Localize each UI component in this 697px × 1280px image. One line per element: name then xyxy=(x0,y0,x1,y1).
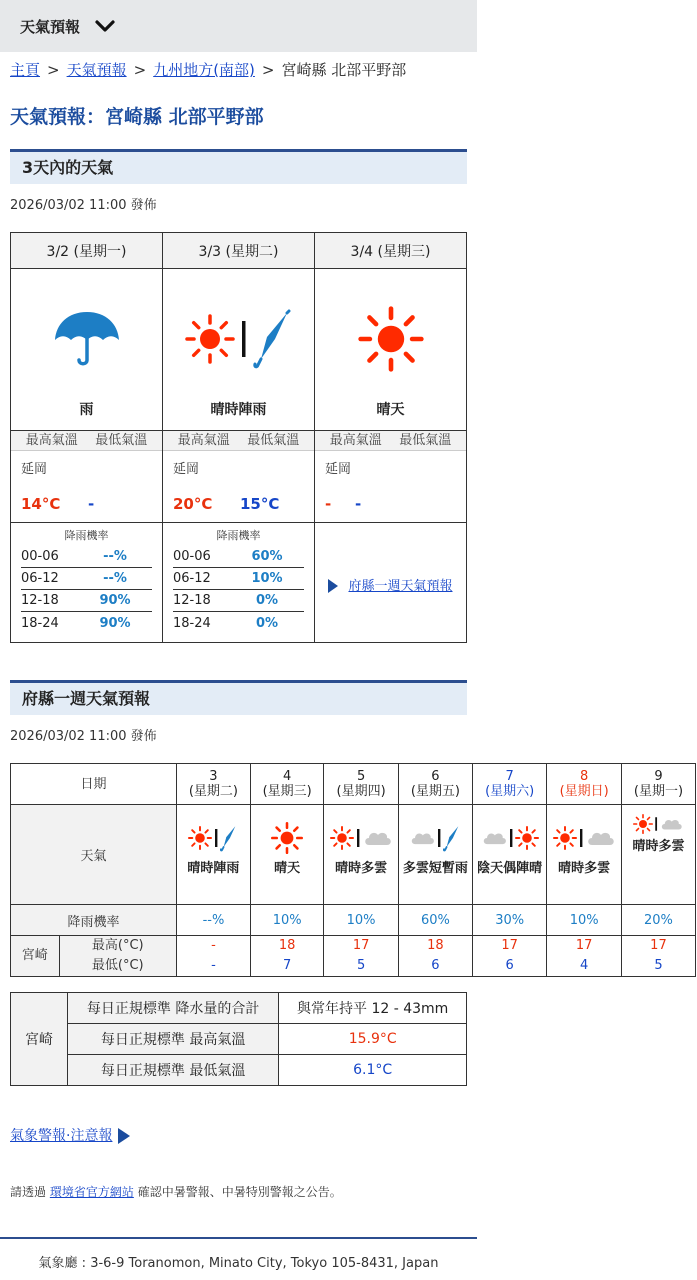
weekly-weather-cell xyxy=(473,805,547,905)
breadcrumb-home-link[interactable]: 主頁 xyxy=(10,61,41,79)
weather-text: 多雲短暫雨 xyxy=(402,861,468,876)
rain-row: 00-06 60% xyxy=(173,546,304,568)
cloud-icon xyxy=(409,830,435,846)
max-temp-label: 最高氣溫 xyxy=(177,433,230,448)
menu-title[interactable]: 天氣預報 xyxy=(20,17,81,36)
breadcrumb-separator: > xyxy=(47,61,60,79)
sun-icon xyxy=(188,826,212,850)
temp-cell: 17 4 xyxy=(547,936,622,977)
temp-labels: 最高(°C) 最低(°C) xyxy=(59,936,176,977)
min-temp: 15°C xyxy=(240,495,280,513)
weekly-weather-cell xyxy=(621,805,695,905)
closed-umbrella-icon xyxy=(253,309,293,369)
weather-label: 雨 xyxy=(79,402,94,418)
published-time: 2026/03/02 11:00 發佈 xyxy=(10,198,157,213)
normals-table xyxy=(10,992,467,1086)
weather-text: 晴時陣雨 xyxy=(187,861,240,876)
rain-probability-label: 降雨機率 xyxy=(64,529,109,542)
day-header: 6 (星期五) xyxy=(398,764,472,805)
published-time: 2026/03/02 11:00 發佈 xyxy=(10,729,157,744)
rain-probability-cell xyxy=(11,523,163,643)
temp-cell: - - xyxy=(176,936,250,977)
rain-probability: 10% xyxy=(324,905,399,936)
rain-probability: --% xyxy=(176,905,250,936)
city-name: 延岡 xyxy=(21,462,48,477)
day-header: 5 (星期四) xyxy=(324,764,399,805)
rain-row: 06-12 --% xyxy=(21,568,152,590)
section-heading-weekly: 府縣一週天氣預報 xyxy=(10,680,467,715)
min-temp-label: 最低氣溫 xyxy=(95,433,148,448)
temp-cell: 17 5 xyxy=(621,936,695,977)
sun-icon xyxy=(553,826,577,850)
rain-row: 18-24 90% xyxy=(21,615,131,631)
weather-text: 晴天 xyxy=(274,861,301,876)
sun-icon xyxy=(330,826,354,850)
breadcrumb xyxy=(10,60,406,80)
sun-icon xyxy=(633,814,653,834)
weekly-forecast-table xyxy=(10,763,696,977)
cloud-icon xyxy=(659,817,683,831)
date-header: 3/4 (星期三) xyxy=(315,233,467,269)
weekly-weather-cell xyxy=(176,805,250,905)
min-temp-label: 最低氣溫 xyxy=(399,433,452,448)
rain-row: 06-12 10% xyxy=(173,568,304,590)
breadcrumb-separator: > xyxy=(261,61,275,79)
divider-bar-icon xyxy=(354,827,362,849)
normal-value: 6.1°C xyxy=(279,1055,467,1086)
weather-cell xyxy=(11,269,163,431)
weekly-forecast-link-cell xyxy=(315,523,467,643)
day-header-sunday: 8 (星期日) xyxy=(547,764,622,805)
normal-value: 15.9°C xyxy=(279,1024,467,1055)
closed-umbrella-icon xyxy=(220,823,238,853)
max-temp-label: 最高氣溫 xyxy=(329,433,382,448)
day-header: 9 (星期一) xyxy=(621,764,695,805)
city-name: 宮崎 xyxy=(11,936,60,977)
weather-text: 晴時多雲 xyxy=(558,861,611,876)
breadcrumb-region-link[interactable]: 九州地方(南部) xyxy=(153,61,255,79)
divider-bar-icon xyxy=(235,319,253,359)
three-day-forecast-table xyxy=(10,232,467,643)
rain-probability: 10% xyxy=(250,905,323,936)
max-temp-label: 最高氣溫 xyxy=(25,433,78,448)
arrow-right-icon xyxy=(328,579,338,593)
weather-label: 晴天 xyxy=(376,402,405,418)
divider-bar-icon xyxy=(577,827,585,849)
normal-label: 每日正規標準 最高氣溫 xyxy=(67,1024,278,1055)
breadcrumb-forecast-link[interactable]: 天氣預報 xyxy=(66,61,127,79)
normal-value: 與常年持平 12 - 43mm xyxy=(279,993,467,1024)
rain-probability: 30% xyxy=(473,905,547,936)
weather-text: 晴時多雲 xyxy=(632,839,685,854)
footer-divider xyxy=(0,1237,477,1239)
max-temp: 20°C xyxy=(173,495,213,513)
rain-probability-label: 降雨機率 xyxy=(11,905,177,936)
cloud-icon xyxy=(585,829,615,847)
temp-cell: 17 6 xyxy=(473,936,547,977)
warnings-link[interactable]: 氣象警報·注意報 xyxy=(10,1128,113,1144)
temperature-cell xyxy=(315,431,467,523)
divider-bar-icon xyxy=(435,827,443,849)
temperature-cell xyxy=(11,431,163,523)
max-temp: 14°C xyxy=(21,495,61,513)
day-header: 4 (星期三) xyxy=(250,764,323,805)
umbrella-icon xyxy=(52,308,122,370)
temperature-cell xyxy=(163,431,315,523)
weekly-weather-cell xyxy=(324,805,399,905)
weather-label: 晴時陣雨 xyxy=(210,402,267,418)
cloud-icon xyxy=(481,830,507,846)
rain-row: 00-06 --% xyxy=(21,546,152,568)
city-name: 延岡 xyxy=(325,462,352,477)
heatstroke-note: 請透過 環境省官方網站 確認中暑警報、中暑特別警報之公告。 xyxy=(10,1185,342,1199)
weather-text: 陰天偶陣晴 xyxy=(477,861,543,876)
date-header: 3/3 (星期二) xyxy=(163,233,315,269)
env-ministry-link[interactable]: 環境省官方網站 xyxy=(49,1185,134,1199)
weekly-forecast-link[interactable]: 府縣一週天氣預報 xyxy=(348,579,453,594)
weekly-weather-cell xyxy=(398,805,472,905)
weather-label: 天氣 xyxy=(11,805,177,905)
min-temp: - xyxy=(88,495,95,513)
arrow-right-icon[interactable] xyxy=(118,1128,130,1144)
date-header: 3/2 (星期一) xyxy=(11,233,163,269)
normal-label: 每日正規標準 降水量的合計 xyxy=(67,993,278,1024)
temp-cell: 18 7 xyxy=(250,936,323,977)
temp-cell: 17 5 xyxy=(324,936,399,977)
sun-icon xyxy=(271,822,303,854)
rain-row: 18-24 0% xyxy=(173,615,279,631)
breadcrumb-current: 宮崎縣 北部平野部 xyxy=(281,61,407,79)
divider-bar-icon xyxy=(212,827,220,849)
min-temp: - xyxy=(355,495,362,513)
weather-cell xyxy=(163,269,315,431)
date-label: 日期 xyxy=(11,764,177,805)
sun-icon xyxy=(358,306,424,372)
chevron-down-icon[interactable] xyxy=(94,15,116,37)
sun-icon xyxy=(185,314,235,364)
normal-label: 每日正規標準 最低氣溫 xyxy=(67,1055,278,1086)
city-name: 延岡 xyxy=(173,462,200,477)
weekly-weather-cell xyxy=(250,805,323,905)
rain-row: 12-18 90% xyxy=(21,590,152,612)
page-title: 天氣預報：宮崎縣 北部平野部 xyxy=(10,106,264,128)
rain-row: 12-18 0% xyxy=(173,590,304,612)
rain-probability: 60% xyxy=(398,905,472,936)
sun-icon xyxy=(515,826,539,850)
rain-probability: 20% xyxy=(621,905,695,936)
rain-probability: 10% xyxy=(547,905,622,936)
breadcrumb-separator: > xyxy=(133,61,147,79)
min-temp-label: 最低氣溫 xyxy=(247,433,300,448)
rain-probability-label: 降雨機率 xyxy=(216,529,261,542)
cloud-icon xyxy=(362,829,392,847)
weather-text: 晴時多雲 xyxy=(335,861,388,876)
divider-bar-icon xyxy=(507,827,515,849)
footer-address: 氣象廳 : 3-6-9 Toranomon, Minato City, Tokyo 105-8431, Japan xyxy=(38,1256,439,1271)
city-name: 宮崎 xyxy=(11,993,68,1086)
warnings-link-row xyxy=(10,1125,130,1145)
temp-cell: 18 6 xyxy=(398,936,472,977)
day-header: 3 (星期二) xyxy=(176,764,250,805)
weekly-weather-cell xyxy=(547,805,622,905)
max-temp: - xyxy=(325,495,332,513)
top-bar[interactable] xyxy=(0,0,477,52)
day-header-saturday: 7 (星期六) xyxy=(473,764,547,805)
weather-cell xyxy=(315,269,467,431)
rain-probability-cell xyxy=(163,523,315,643)
section-heading-3day: 3天內的天氣 xyxy=(10,149,467,184)
closed-umbrella-icon xyxy=(443,823,461,853)
